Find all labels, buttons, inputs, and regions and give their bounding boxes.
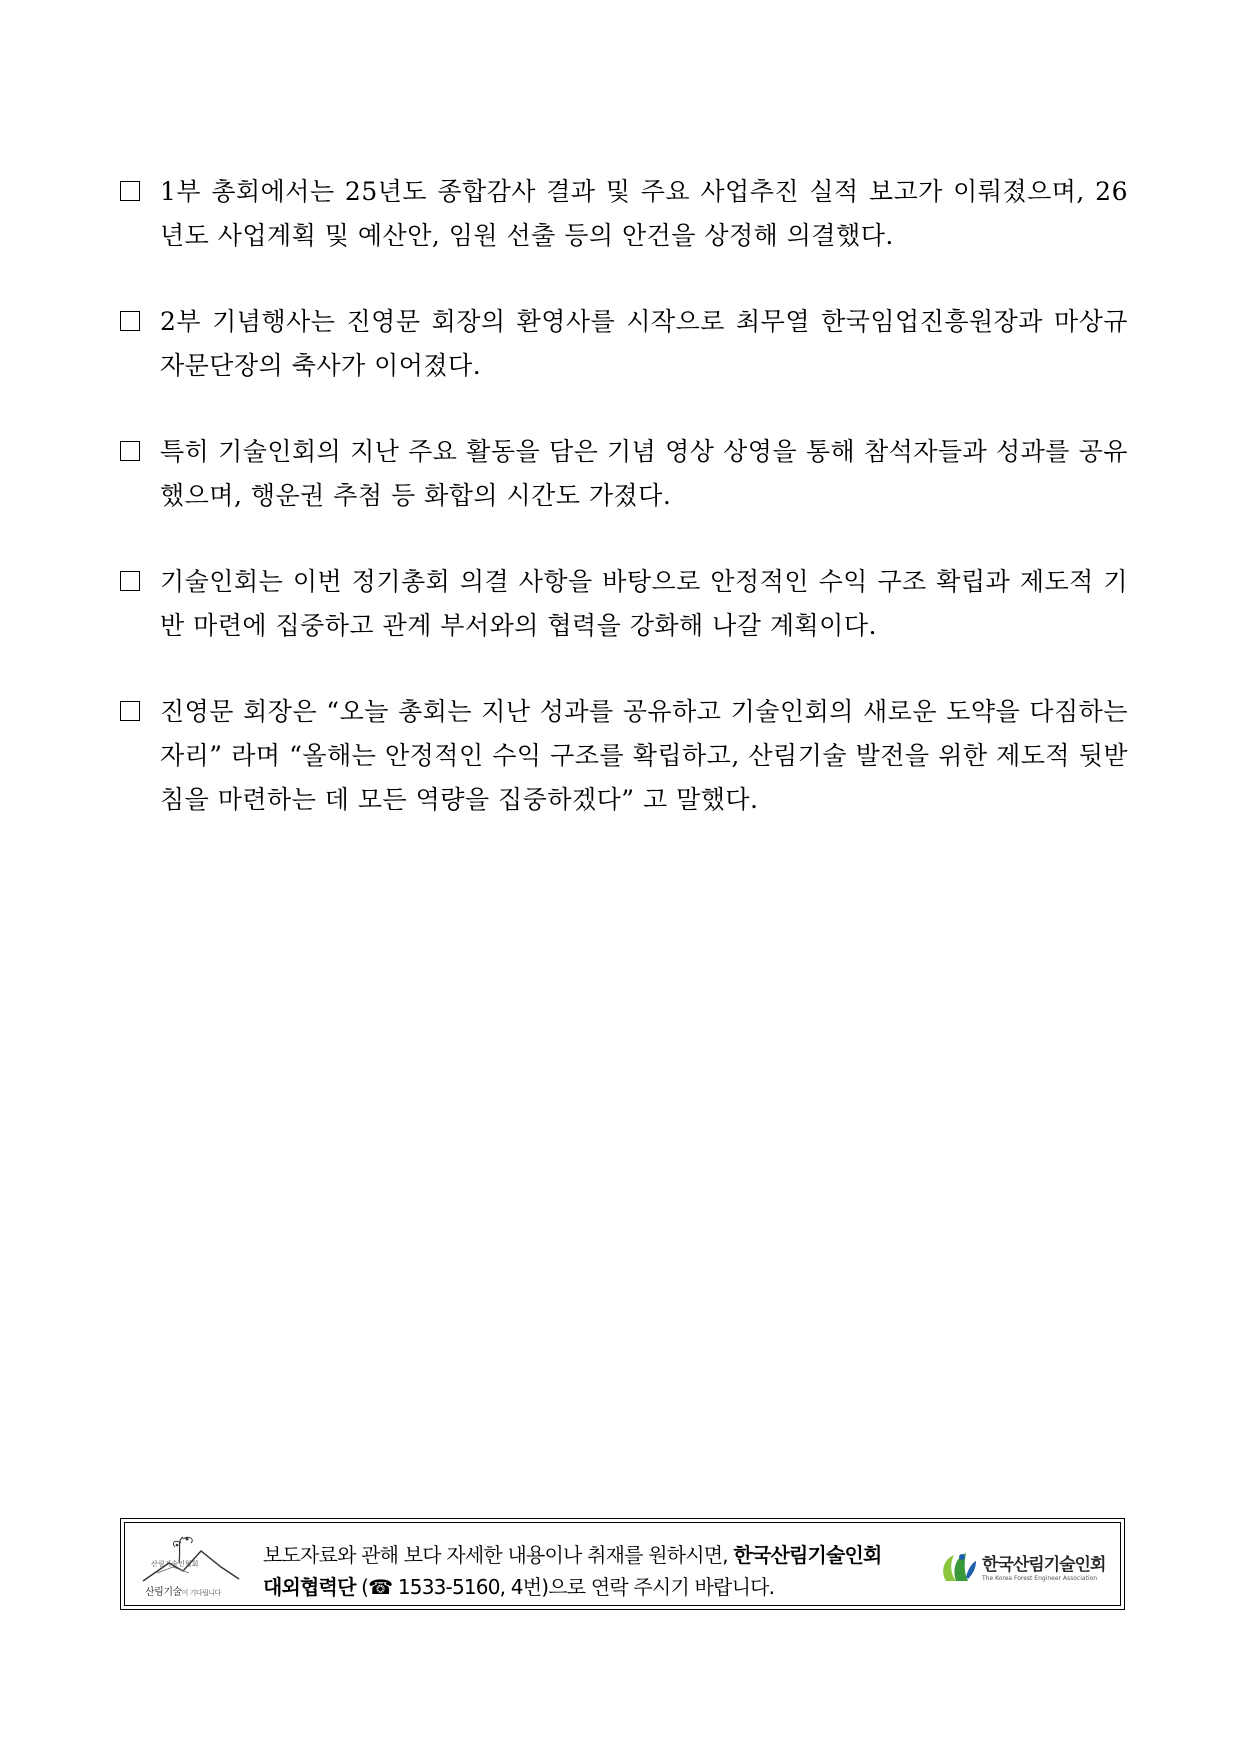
contact-line-2-suffix: 으로 연락 주시기 바랍니다. — [548, 1575, 775, 1599]
logo-caption-main-text: 산림기술 — [145, 1587, 182, 1598]
association-english-name: The Korea Forest Engineer Association — [982, 1575, 1098, 1582]
contact-line-1-text: 보도자료와 관해 보다 자세한 내용이나 취재를 원하시면, — [263, 1543, 734, 1567]
contact-line-1 — [263, 1539, 943, 1571]
logo-caption-main — [145, 1583, 221, 1598]
paragraph-text: 2부 기념행사는 진영문 회장의 환영사를 시작으로 최무열 한국임업진흥원장과 마상규 자문단장의 축사가 이어졌다. — [160, 307, 1128, 380]
paragraph-2 — [118, 300, 1128, 388]
forest-leaf-logo-icon — [938, 1547, 978, 1587]
contact-footer-box — [120, 1518, 1125, 1610]
org-name: 한국산림기술인회 — [733, 1543, 882, 1567]
paragraph-text: 특히 기술인회의 지난 주요 활동을 담은 기념 영상 상영을 통해 참석자들과 성과를 공유했으며, 행운권 추첨 등 화합의 시간도 가졌다. — [160, 437, 1128, 510]
footer-inner-border — [124, 1522, 1121, 1606]
checkbox-bullet-icon — [120, 181, 140, 201]
contact-line-2 — [263, 1571, 943, 1603]
slogan-logo — [139, 1533, 243, 1603]
association-name: 한국산림기술인회 — [982, 1555, 1106, 1575]
paragraph-text: 기술인회는 이번 정기총회 의결 사항을 바탕으로 안정적인 수익 구조 확립과 제도적 기반 마련에 집중하고 관계 부서와의 협력을 강화해 나갈 계획이다. — [160, 567, 1128, 640]
checkbox-bullet-icon — [120, 571, 140, 591]
phone-info: (☎ 1533-5160, 4번) — [355, 1575, 549, 1599]
checkbox-bullet-icon — [120, 701, 140, 721]
logo-caption-sub: 이 기다립니다 — [181, 1589, 221, 1597]
logo-caption-top: 산림기술인협회 — [151, 1560, 199, 1568]
paragraph-3 — [118, 430, 1128, 518]
association-logo — [938, 1547, 1108, 1591]
department-name: 대외협력단 — [263, 1575, 356, 1599]
paragraph-4 — [118, 560, 1128, 648]
checkbox-bullet-icon — [120, 441, 140, 461]
checkbox-bullet-icon — [120, 311, 140, 331]
press-release-body — [118, 170, 1128, 864]
paragraph-text: 진영문 회장은 “오늘 총회는 지난 성과를 공유하고 기술인회의 새로운 도약을 다짐하는 자리” 라며 “올해는 안정적인 수익 구조를 확립하고, 산림기술 발전을 위한 제도적 뒷받침을 마련하는 데 모든 역량을 집중하겠다” 고 말했다. — [160, 697, 1128, 814]
paragraph-5 — [118, 690, 1128, 822]
contact-info-text — [263, 1539, 943, 1603]
paragraph-1 — [118, 170, 1128, 258]
paragraph-text: 1부 총회에서는 25년도 종합감사 결과 및 주요 사업추진 실적 보고가 이뤄졌으며, 26년도 사업계획 및 예산안, 임원 선출 등의 안건을 상정해 의결했다. — [160, 177, 1128, 250]
